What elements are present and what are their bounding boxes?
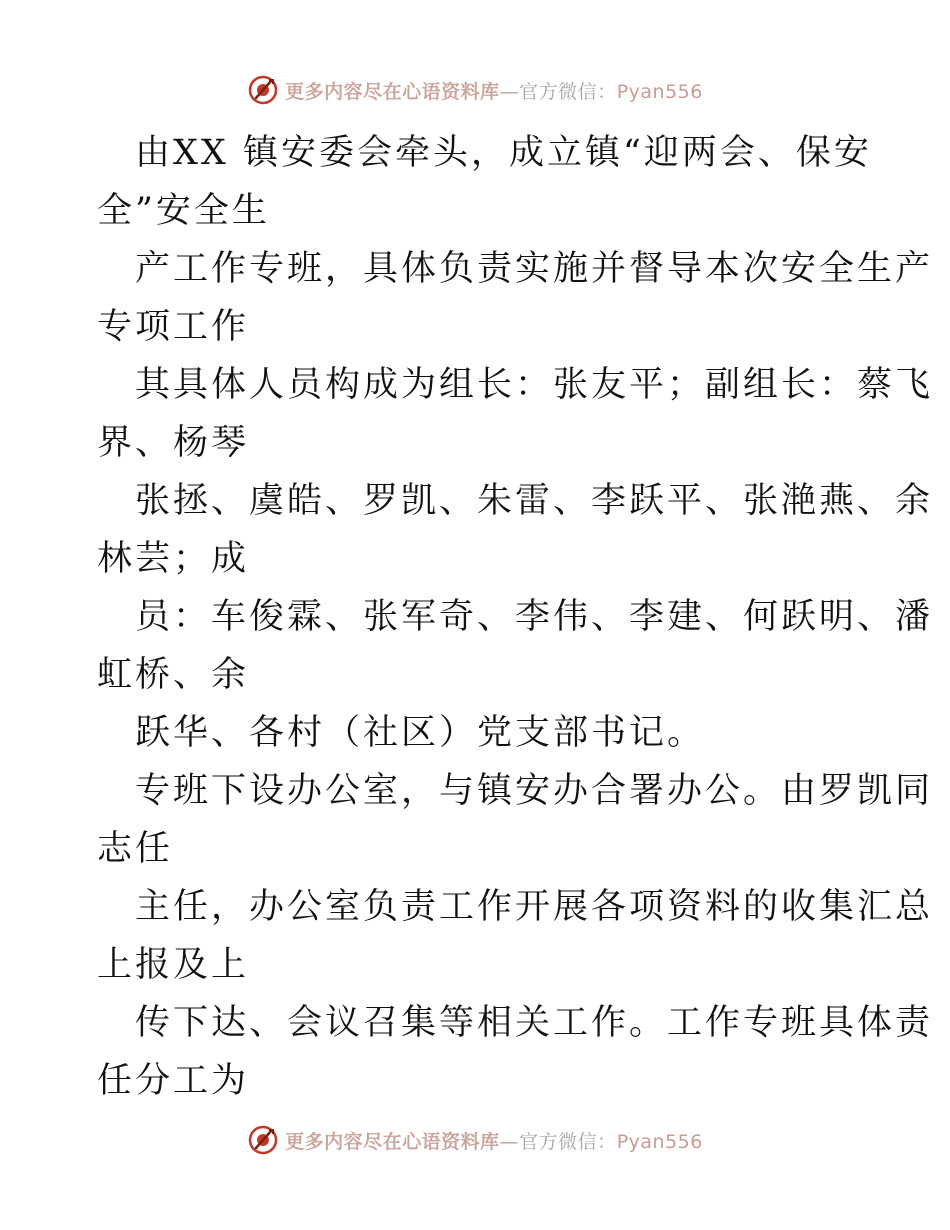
document-body	[97, 124, 934, 1110]
watermark-text	[285, 1127, 703, 1154]
text-line: 张拯、虞皓、罗凯、朱雷、李跃平、张滟燕、余	[135, 481, 934, 521]
text-line: 员：车俊霖、张军奇、李伟、李建、何跃明、潘	[135, 597, 934, 637]
logo-icon	[247, 1124, 279, 1156]
text-line: 上报及上	[97, 945, 250, 985]
text-line: 林芸；成	[97, 539, 250, 579]
text-line: 由XX 镇安委会牵头，成立镇“迎两会、保安	[135, 133, 872, 173]
watermark-wechat-id: Pyan556	[616, 80, 703, 103]
watermark-main-text: 更多内容尽在心语资料库	[285, 80, 500, 103]
logo-icon	[247, 74, 279, 106]
text-line: 产工作专班，具体负责实施并督导本次安全生产	[135, 249, 934, 289]
text-line: 任分工为	[97, 1061, 250, 1101]
text-line: 其具体人员构成为组长：张友平；副组长：蔡飞	[135, 365, 934, 405]
watermark-wechat-label: 官方微信：	[519, 80, 617, 103]
watermark-text	[285, 77, 703, 104]
watermark-dash: —	[499, 80, 520, 103]
text-line: 专班下设办公室，与镇安办合署办公。由罗凯同	[135, 771, 934, 811]
text-line: 界、杨琴	[97, 423, 250, 463]
text-line: 跃华、各村（社区）党支部书记。	[135, 713, 706, 753]
watermark-main-text: 更多内容尽在心语资料库	[285, 1130, 500, 1153]
text-line: 主任，办公室负责工作开展各项资料的收集汇总	[135, 887, 934, 927]
text-line: 全”安全生	[97, 191, 270, 231]
watermark-wechat-id: Pyan556	[616, 1130, 703, 1153]
text-line: 专项工作	[97, 307, 250, 347]
header-watermark	[0, 70, 950, 110]
text-line: 志任	[97, 829, 174, 869]
text-line: 传下达、会议召集等相关工作。工作专班具体责	[135, 1003, 934, 1043]
watermark-dash: —	[499, 1130, 520, 1153]
watermark-wechat-label: 官方微信：	[519, 1130, 617, 1153]
footer-watermark	[0, 1120, 950, 1160]
text-line: 虹桥、余	[97, 655, 250, 695]
